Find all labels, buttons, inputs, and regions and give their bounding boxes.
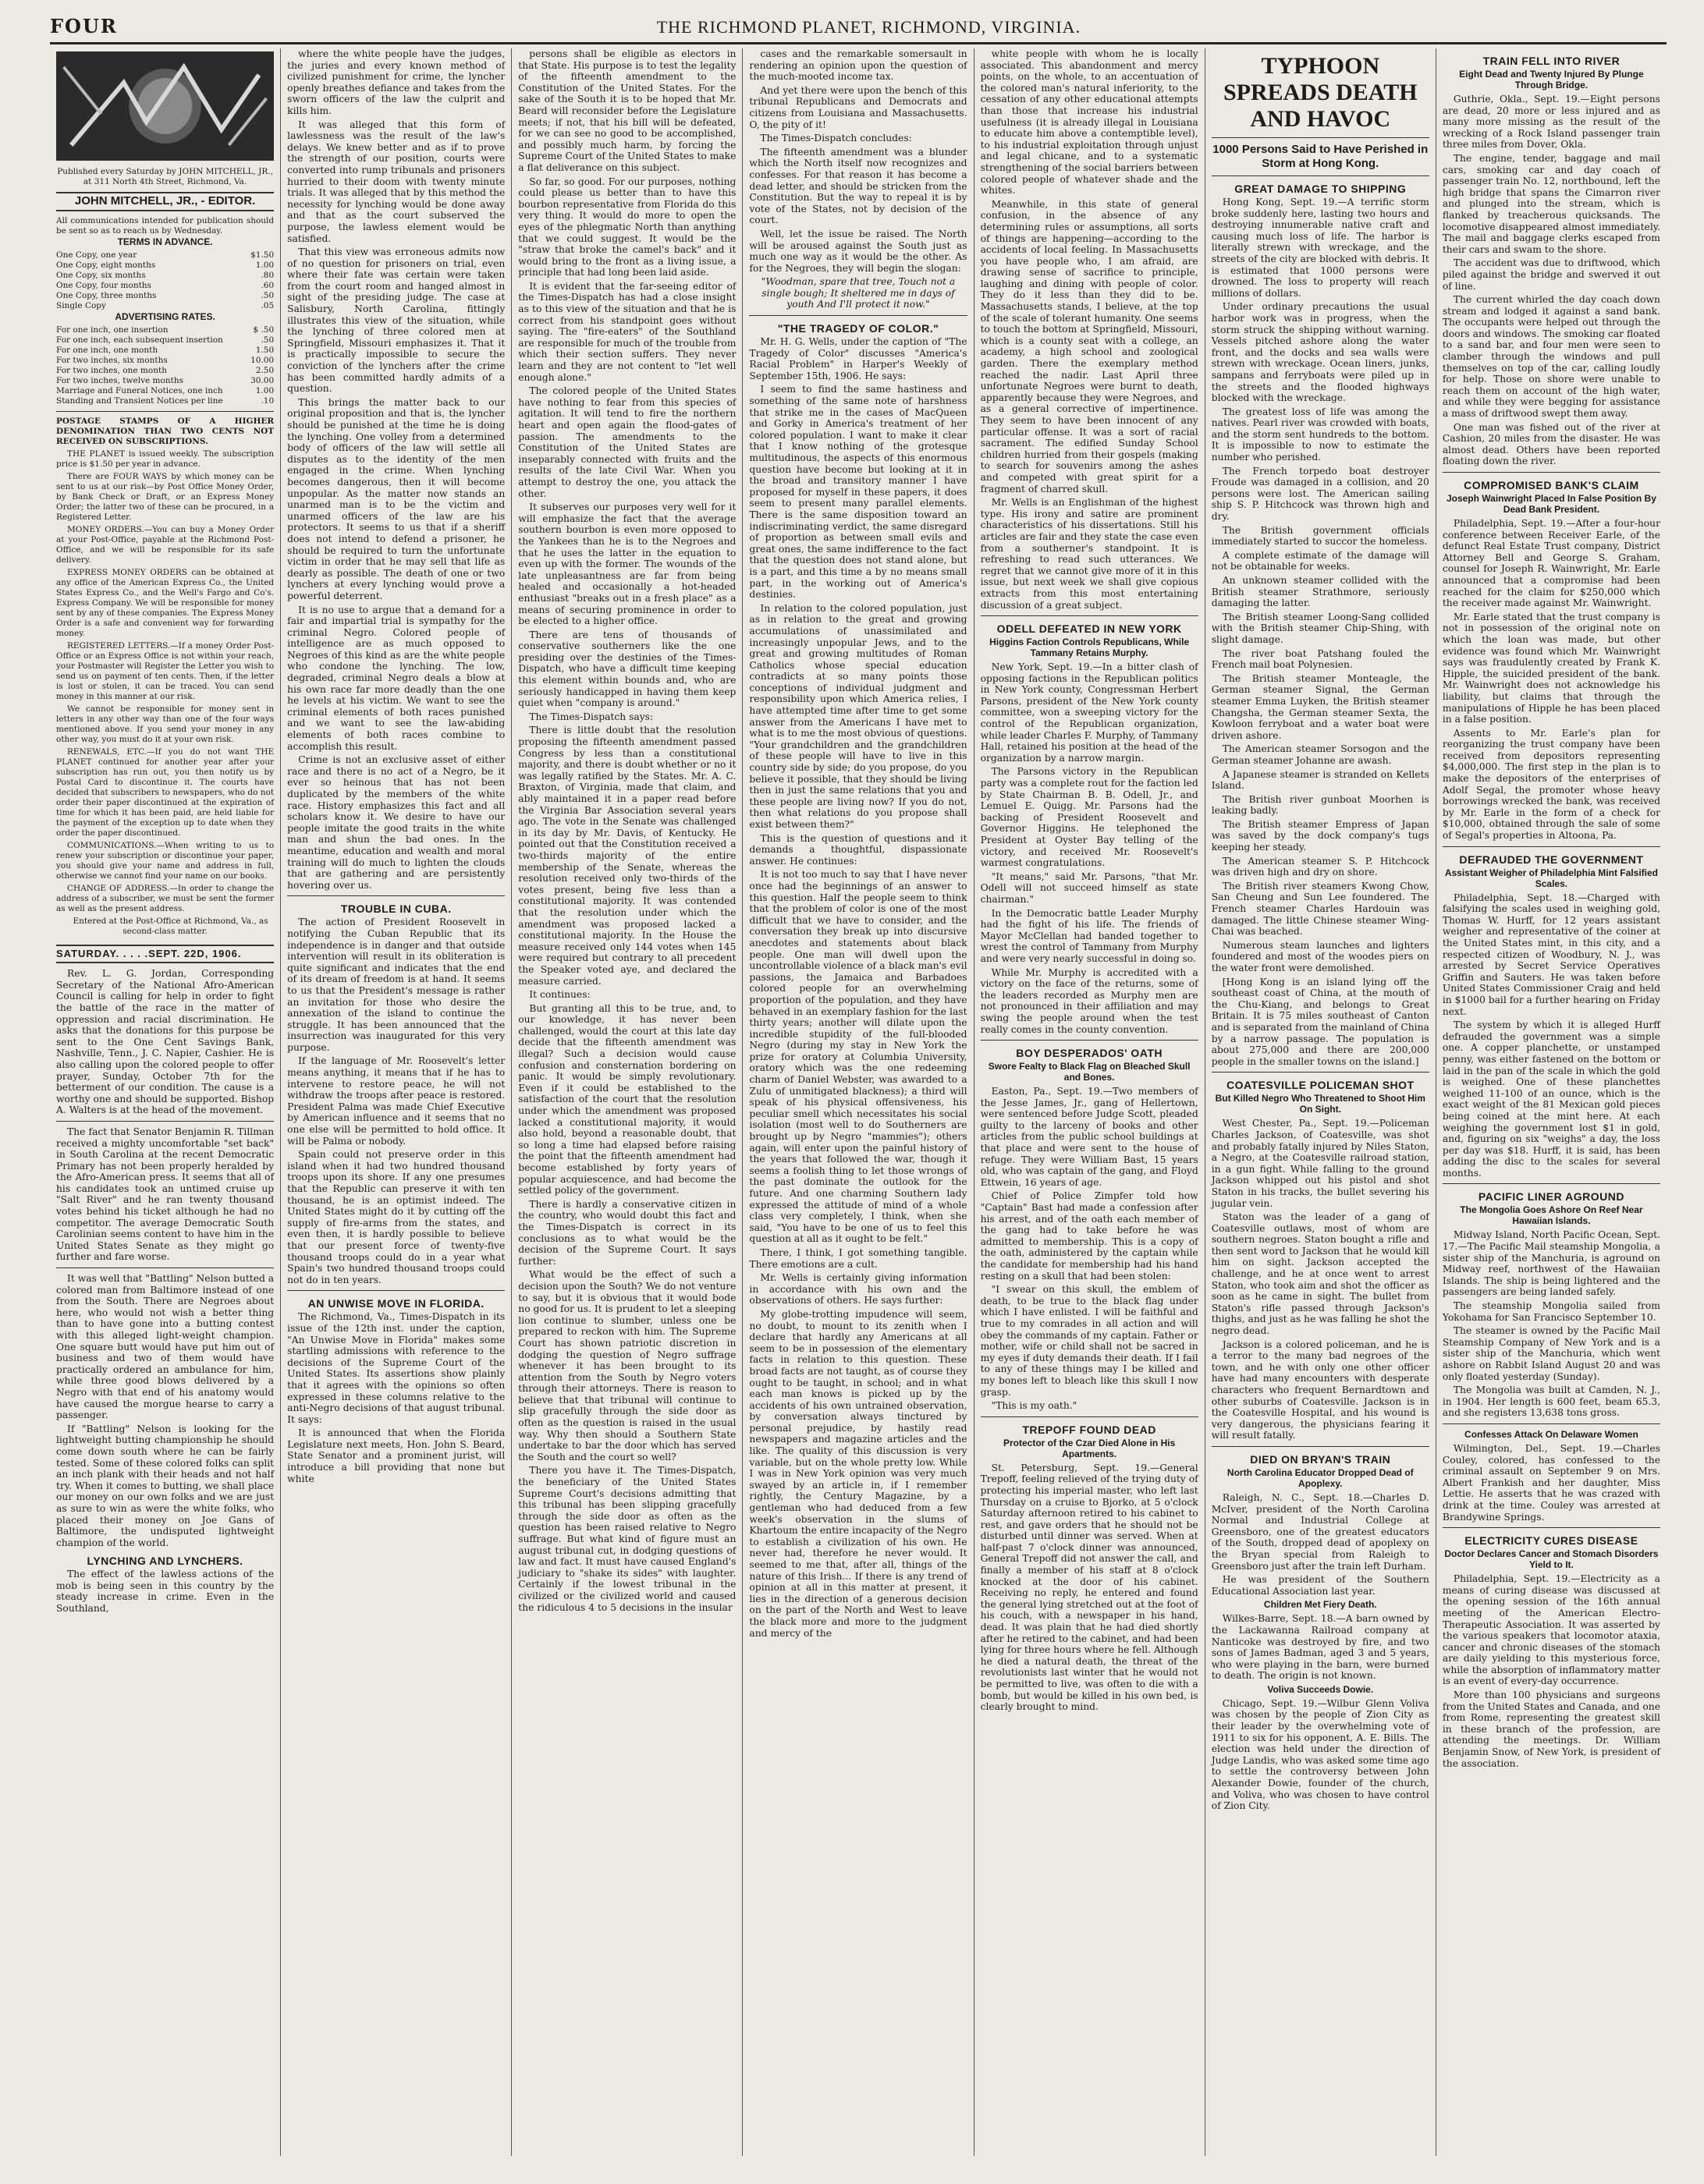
paragraph: "I swear on this skull, the emblem of death, to be true to the black flag under which I have enlisted. I will be faithful and true to my comrades in all action and will obey the commands of my captain. Father or mother, wife or child shall not be sacred in my eyes if duty demands their death. If I fail to any of these things may I be killed and my bones left to bleach like this skull I now grasp.	[980, 1284, 1198, 1398]
paragraph: Easton, Pa., Sept. 19.—Two members of the Jesse James, Jr., gang of Hellertown, were sentenced before Judge Scott, pleaded guilty to the larceny of books and other articles from the public school buildings at that place and were sent to the house of refuge. They were William Bast, 15 years old, who was captain of the gang, and Floyd Ettwein, 16 years of age.	[980, 1086, 1198, 1188]
paragraph: The British river gunboat Moorhen is leaking badly.	[1211, 793, 1429, 817]
headline: COATESVILLE POLICEMAN SHOT	[1226, 1079, 1415, 1092]
headline: TROUBLE IN CUBA.	[340, 902, 452, 916]
rate-row	[56, 271, 274, 281]
paragraph: where the white people have the judges, the juries and every known method of civilized punishment for crime, the lyncher openly breathes defiance and takes from the sworn officers of the law the culprit and kills him.	[287, 48, 506, 116]
paragraph: It was alleged that this form of lawlessness was the result of the law's delays. We knew better and as if to prove the strength of our position, courts were converted into rump tribunals and prisoners hurried to their doom with twenty minute trials. It was alleged that by this method the necessity for lynching would be done away and that as the court subserved the purpose, the lawless element would be satisfied.	[287, 119, 506, 244]
publisher-info: Published every Saturday by JOHN MITCHELL, JR., at 311 North 4th Street, Richmond, Va.	[57, 167, 273, 186]
rate-value: .05	[261, 300, 275, 310]
paragraph: The engine, tender, baggage and mail cars, smoking car and day coach of passenger train No. 12, northbound, left the high bridge that spans the Cimarron river and plunged into the stream, which is flanked by treacherous quicksands. The locomotive disappeared almost immediately. The mail and baggage clerks escaped from their cars and swam to the shore.	[1442, 152, 1660, 255]
rate-row	[56, 281, 274, 291]
stamps-notice: POSTAGE STAMPS OF A HIGHER DENOMINATION THAN TWO CENTS NOT RECEIVED ON SUBSCRIPTIONS.	[56, 416, 275, 446]
rate-row	[56, 261, 274, 271]
column-4	[743, 48, 974, 2156]
rate-value: .60	[261, 280, 275, 290]
rate-label: For two inches, one month	[56, 365, 167, 375]
paragraph: There you have it. The Times-Dispatch, the beneficiary of the United States Supreme Court's decisions admitting that this tribunal has been slipping gracefully through the side door as often as the question has been raised relative to Negro suffrage. But what kind of figure must an august tribunal cut, in dodging questions of law and fact. It must have caused England's judiciary to "shake its sides" with laughter. Certainly if the lowest tribunal in the civilized or the civilized world and caused the ridiculous 4 to 5 decisions in the insular	[518, 1465, 737, 1613]
rate-value: 2.50	[255, 365, 275, 375]
paragraph: A complete estimate of the damage will not be obtainable for weeks.	[1211, 549, 1429, 573]
paragraph: Well, let the issue be raised. The North will be aroused against the South just as much one way as it would be the other. As for the Negroes, they will begin the slogan:	[749, 228, 967, 274]
paragraph: RENEWALS, ETC.—If you do not want THE PLANET continued for another year after your subscription has run out, you then notify us by Postal Card to discontinue it. The courts have decided that subscribers to newspapers, who do not order their paper discontinued at the expiration of time for which it has been paid, are held liable for the payment of the exception up to date when they order the paper discontinued.	[56, 746, 275, 838]
rate-row	[56, 301, 274, 311]
rate-row	[56, 366, 274, 376]
subheadline: GREAT DAMAGE TO SHIPPING	[1234, 183, 1407, 195]
paragraph: If "Battling" Nelson is looking for the lightweight butting championship he should come down south where he can be fairly tested. Some of these colored folks can split an inch plank with their heads and not half try. When it comes to butting, we shall place our money on our own folks and we are just as sure to win as were the white folks, who placed their money on Joe Gans of Baltimore, the undisputed lightweight champion of the world.	[56, 1423, 275, 1548]
paragraph: We cannot be responsible for money sent in letters in any other way than one of the four ways mentioned above. If you send your money in any other way, you must do it at your own risk.	[56, 704, 275, 744]
rate-label: One Copy, one year	[56, 250, 137, 260]
paragraph: There are FOUR WAYS by which money can be sent to us at our risk—by Post Office Money Order, by Bank Check or Draft, or an Express Money Order; the latter two of these can be procured, in a Registered Letter.	[56, 471, 275, 522]
subheadline: 1000 Persons Said to Have Perished in Storm at Hong Kong.	[1212, 143, 1429, 170]
subheadline: Doctor Declares Cancer and Stomach Disorders Yield to It.	[1444, 1548, 1659, 1571]
paragraph: And yet there were upon the bench of this tribunal Republicans and Democrats and citizens from Louisiana and Massachusetts. O, the pity of it!	[749, 84, 967, 130]
paragraph: The Parsons victory in the Republican party was a complete rout for the faction led by State Chairman B. B. Odell, Jr., and Lemuel E. Quigg. Mr. Parsons had the backing of President Roosevelt and Governor Higgins. He telephoned the President at Oyster Bay telling of the victory, and received Mr. Roosevelt's warmest congratulations.	[980, 766, 1198, 869]
paragraph: In the Democratic battle Leader Murphy had the fight of his life. The friends of Mayor McClellan had banded together to wrest the control of Tammany from Murphy and were very nearly successful in doing so.	[980, 907, 1198, 964]
subheadline: Voliva Succeeds Dowie.	[1267, 1683, 1374, 1695]
paragraph: The Times-Dispatch says:	[529, 711, 654, 722]
paper-name: THE RICHMOND PLANET, RICHMOND, VIRGINIA.	[656, 17, 1081, 37]
dateline: SATURDAY. . . . .SEPT. 22D, 1906.	[56, 945, 274, 964]
paragraph: The British steamer Monteagle, the German steamer Signal, the German steamer Emma Luyken, the British steamer Changsha, the German steamer Sexta, the Kowloon ferryboat and a water boat were driven ashore.	[1211, 672, 1429, 741]
headline: PACIFIC LINER AGROUND	[1478, 1190, 1624, 1204]
paragraph: More than 100 physicians and surgeons from the United States and Canada, and one from Rome, representing the greatest skill in these branch of the profession, are attending the meetings. Dr. William Benjamin Snow, of New York, is president of the association.	[1442, 1689, 1660, 1769]
paragraph: The British steamer Loong-Sang collided with the British steamer Chip-Shing, with slight damage.	[1211, 611, 1429, 645]
rate-row	[56, 250, 274, 261]
column-6	[1205, 48, 1436, 2156]
paragraph: The effect of the lawless actions of the mob is being seen in this country by the steady increase in crime. Even in the Southland,	[56, 1569, 275, 1615]
paragraph: The greatest loss of life was among the natives. Pearl river was crowded with boats, and the storm sent hundreds to the bottom. It is impossible to now to estimate the number who perished.	[1211, 406, 1429, 463]
headline: "THE TRAGEDY OF COLOR."	[777, 322, 939, 335]
headline: DIED ON BRYAN'S TRAIN	[1250, 1452, 1391, 1466]
paragraph: CHANGE OF ADDRESS.—In order to change the address of a subscriber, we must be sent the former as well as the present address.	[56, 883, 275, 913]
paragraph: The American steamer S. P. Hitchcock was driven high and dry on shore.	[1211, 855, 1429, 878]
rate-value: .80	[261, 270, 275, 280]
paragraph: Numerous steam launches and lighters foundered and most of the woodes piers on the water front were demolished.	[1211, 939, 1429, 973]
planet-logo	[56, 51, 274, 161]
paragraph: The current whirled the day coach down stream and lodged it against a sand bank. The occupants were helped out through the doors and windows. The smoking car floated to a sand bar, and four men were seen to clamber through the windows and pull themselves on top of the car, calling loudly for help. Those on shore were unable to reach them on account of the high water, and while they were begging for assistance a mass of driftwood swept them away.	[1442, 294, 1660, 420]
rate-value: 10.00	[250, 355, 275, 365]
paragraph: That this view was erroneous admits now of no question for prisoners on trial, even where their fate was certain were taken from the court room and hanged almost in sight of the presiding judge. The case at Salisbury, North Carolina, fittingly illustrates this view of the situation, while the lynching of three colored men at Springfield, Missouri emphasizes it. That it is practically impossible to secure the conviction of the lynchers after the crime has been committed hardly admits of a question.	[287, 246, 506, 395]
paragraph: My globe-trotting impudence will seem, no doubt, to mount to its zenith when I declare that hardly any Americans at all seem to be in possession of the elementary facts in relation to this question. These broad facts are not taught, as of course they ought to be taught, in school; and in what each man knows is picked up by the accidents of his own untrained observation, by conversation always tinctured by personal prejudice, by hastily read newspapers and magazine articles and the like. The quality of this discussion is very variable, but on the whole pretty low. While I was in New York opinion was very much swayed by an article in, if I remember rightly, the Century Magazine, by a gentleman who had deduced from a few week's observation in the slums of Khartoum the entire incapacity of the Negro to establish a civilization of his own. He never had, therefore he never would. It seemed to me that, after all, things of the nature of this Irish... If there is any trend of opinion at all in this matter at present, it lies in the direction of a generous decision on the part of the North and West to leave the black more and more to the judgment and mercy of the	[749, 1308, 967, 1639]
subheadline: Children Met Fiery Death.	[1263, 1599, 1377, 1611]
headline: AN UNWISE MOVE IN FLORIDA.	[307, 1297, 485, 1310]
paragraph: Philadelphia, Sept. 18.—Charged with falsifying the scales used in weighing gold, Thomas W. Hurff, for 12 years assistant weigher and representative of the coiner at the United States mint, in this city, and a respected citizen of Woodbury, N. J., was arrested by Secret Service Operatives Griffin and Sauters. He was taken before United States Commissioner Craig and held in $1000 bail for a further hearing on Friday next.	[1442, 892, 1660, 1017]
paragraph: persons shall be eligible as electors in that State. His purpose is to test the legality of the fifteenth amendment to the Constitution of the United States. For the sake of the South it is to be hoped that Mr. Beard will reconsider before the Legislature meets; if not, that his bill will be defeated, for we can see no good to be accomplished, and possibly much harm, by forcing the Supreme Court of the United States to make a flat deliverance on this subject.	[518, 48, 737, 173]
rate-value: $ .50	[253, 324, 275, 335]
subheadline: Joseph Wainwright Placed In False Position By Dead Bank President.	[1446, 493, 1656, 515]
paragraph: The fact that Senator Benjamin R. Tillman received a mighty uncomfortable "set back" in South Carolina at the recent Democratic Primary has not been properly heralded by the Afro-American press. It seems that all of his candidates took an untimed cruise up "Salt River" and he ran twenty thousand votes behind his ticket although he had no competitor. The average Democratic South Carolinian seems content to have him in the United States Senate as they might go further and fare worse.	[56, 1126, 275, 1263]
paragraph: While Mr. Murphy is accredited with a victory on the face of the returns, some of the leaders recorded as Murphy men are not pronounced in their affiliation and may swing the people around when the test really comes in the county convention.	[980, 966, 1198, 1035]
paragraph: Chief of Police Zimpfer told how "Captain" Bast had made a confession after his arrest, and of the oath each member of the gang had to take before he was admitted to membership. This is a copy of the oath, administered by the captain while the candidate for membership had his hand resting on a skull that had been stolen:	[980, 1190, 1198, 1282]
paragraph: Mr. Earle stated that the trust company is not in possession of the original note on which the loan was made, but other evidence was found which Mr. Wainwright says was fraudulently created by Frank K. Hipple, the suicided president of the bank. Mr. Wainwright does not acknowledge his liability, but claims that through the manipulations of Hipple he has been placed in a false position.	[1442, 611, 1660, 725]
rate-label: Single Copy	[56, 300, 106, 310]
paragraph: Philadelphia, Sept. 19.—After a four-hour conference between Receiver Earle, of the defunct Real Estate Trust company, District Attorney Bell and George S. Graham, counsel for Joseph R. Wainwright, Mr. Earle announced that a compromise had been reached for the claim for $250,000 which the receiver made against Mr. Wainwright.	[1442, 518, 1660, 609]
headline: LYNCHING AND LYNCHERS.	[87, 1555, 243, 1568]
rate-label: For one inch, each subsequent insertion	[56, 335, 223, 345]
paragraph: [Hong Kong is an island lying off the southeast coast of China, at the mouth of the Chu-Kiang, and belongs to Great Britain. It is 75 miles southeast of Canton and is separated from the mainland of China by a narrow passage. The population is about 275,000 and there are 200,000 people in the smaller towns on the island.]	[1211, 976, 1429, 1067]
paragraph: The river boat Patshang fouled the French mail boat Polynesien.	[1211, 647, 1429, 671]
rate-label: One Copy, eight months	[56, 260, 156, 270]
paragraph: The steamer is owned by the Pacific Mail Steamship Company of New York and is a sister ship of the Manchuria, which went ashore on Rabbit Island August 20 and was only floated yesterday (Sunday).	[1442, 1325, 1660, 1382]
paragraph: There, I think, I got something tangible. There emotions are a cult.	[749, 1246, 967, 1270]
paragraph: The British river steamers Kwong Chow, San Cheung and Sun Lee foundered. The French steamer Charles Hardouin was damaged. The little Chinese steamer Wing-Chai was beached.	[1211, 880, 1429, 938]
rate-label: For one inch, one insertion	[56, 324, 169, 335]
rate-value: 1.50	[255, 345, 275, 355]
column-1	[50, 48, 281, 2156]
rate-row	[56, 376, 274, 386]
paragraph: Raleigh, N. C., Sept. 18.—Charles D. McIver, president of the North Carolina Normal and Industrial College at Greensboro, one of the greatest educators of the South, dropped dead of apoplexy on the Bryan special from Raleigh to Greensboro just after the train left Durham.	[1211, 1491, 1429, 1572]
paragraph: EXPRESS MONEY ORDERS can be obtained at any office of the American Express Co., the United States Express Co., and the Well's Fargo and Co's. Express Company. We will be responsible for money sent by any of these companies. The Express Money Order is a safe and convenient way for forwarding money.	[56, 567, 275, 638]
rate-row	[56, 396, 274, 406]
paragraph: Assents to Mr. Earle's plan for reorganizing the trust company have been received from depositors representing $4,000,000. The first step in the plan is to make the depositors of the enterprises of Adolf Segal, the promoter whose heavy borrowings wrecked the bank, was received by Mr. Earle in the form of a check for $10,000, obtained through the sale of some of Segal's properties in Altoona, Pa.	[1442, 727, 1660, 842]
paragraph: cases and the remarkable somersault in rendering an opinion upon the question of the much-mooted income tax.	[749, 48, 967, 83]
rate-value: 30.00	[250, 375, 275, 385]
paragraph: "This is my oath."	[991, 1400, 1077, 1412]
paragraph: Midway Island, North Pacific Ocean, Sept. 17.—The Pacific Mail steamship Mongolia, a sister ship of the Manchuria, is aground on Midway reef, northwest of the Hawaiian Islands. The ship is being lightered and the passengers are being landed safely.	[1442, 1229, 1660, 1298]
rate-label: One Copy, four months	[56, 280, 151, 290]
paragraph: The British government officials immediately started to succor the homeless.	[1211, 524, 1429, 548]
column-2	[281, 48, 512, 2156]
rate-value: .50	[261, 335, 275, 345]
subheadline: North Carolina Educator Dropped Dead of Apoplexy.	[1227, 1466, 1414, 1489]
notice: All communications intended for publication should be sent so as to reach us by Wednesday.	[56, 215, 275, 236]
paragraph: So far, so good. For our purposes, nothing could please us better than to have this bourbon representative from Florida do this very thing. It would do more to open the eyes of the phlegmatic North than anything that we could suggest. It would be the "straw that broke the camel's back" and it would bring to the front as a living issue, a principle that had long been laid aside.	[518, 176, 737, 278]
column-7	[1436, 48, 1667, 2156]
headline: TREPOFF FOUND DEAD	[1022, 1423, 1156, 1436]
paragraph: There are tens of thousands of conservative southerners like the one presiding over the destinies of the Times-Dispatch, who have a difficult time keeping this element within bounds and, who are seriously handicapped in having them keep quiet when "company is around."	[518, 629, 737, 709]
columns	[50, 48, 1667, 2156]
paragraph: Wilmington, Del., Sept. 19.—Charles Couley, colored, has confessed to the criminal assault on September 9 on Mrs. Albert Frankish and her daughter, Miss Lettie. He asserts that he was crazed with drink at the time. Couley was arrested at Brandywine Springs.	[1442, 1442, 1660, 1523]
paragraph: I seem to find the same hastiness and something of the same note of harshness that strike me in the cases of MacQueen and Gorky in America's treatment of her colored population. I want to make it clear that I know nothing of the grotesque multitudinous, the aspects of this enormous question have become but looking at it in the broad and transitory manner I have proposed for myself in these papers, it does seem to present many parallel elements. There is the same disposition toward an indiscriminating verdict, the same disregard of proportion as between small evils and great ones, the same indifference to the fact that the question does not stand alone, but is a part, and this time a by no means small part, in the working out of America's destinies.	[749, 384, 967, 601]
paragraph: COMMUNICATIONS.—When writing to us to renew your subscription or discontinue your paper, you should give your name and address in full, otherwise we cannot find your name on our books.	[56, 840, 275, 881]
rate-row	[56, 346, 274, 356]
paragraph: It is announced that when the Florida Legislature next meets, Hon. John S. Beard, State Senator and a prominent jurist, will introduce a bill providing that none but white	[287, 1427, 506, 1484]
paragraph: West Chester, Pa., Sept. 19.—Policeman Charles Jackson, of Coatesville, was shot and probably fatally injured by Niles Staton, a Negro, at the Coatesville railroad station, in a gun fight. While falling to the ground Jackson whipped out his pistol and shot Staton in his tracks, the bullet severing his jugular vein.	[1211, 1118, 1429, 1209]
paragraph: REGISTERED LETTERS.—If a money Order Post-Office or an Express Office is not within your reach, your Postmaster will Register the Letter you wish to send us on payment of ten cents. Then, if the letter is lost or stolen, it can be traced. You can send money in this manner at our risk.	[56, 640, 275, 701]
headline: ODELL DEFEATED IN NEW YORK	[996, 622, 1182, 636]
paragraph: It was well that "Battling" Nelson butted a colored man from Baltimore instead of one from the South. There are Negroes about here, who would not wish a better thing than to have gone into a butting contest with this alleged light-weight champion. One square butt would have put him out of business and two of them would have practically ordered an ambulance for him, while three good blows delivered by a Negro with that end of his anatomy would have caused the morgue hearse to carry a passenger.	[56, 1273, 275, 1421]
paragraph: MONEY ORDERS.—You can buy a Money Order at your Post-Office, payable at the Richmond Post-Office, and we will be responsible for its safe delivery.	[56, 524, 275, 565]
paragraph: Meanwhile, in this state of general confusion, in the absence of any determining rules or assumptions, all sorts of things are happening—according to the accidents of local feeling. In Massachusetts you have people who, I am afraid, are drawing sense of sacrifice to principle, laughing and dining with people of color. They do it less than they did to be. Massachusetts stands, I believe, at the top of the scale of tolerant humanity. One seems to touch the bottom at Springfield, Missouri, which is a county seat with a college, an academy, a high school and zoological garden. There the exemplary method reached the nadir. Last April three unfortunate Negroes were burnt to death, apparently because they were Negroes, and as a general corrective of impertinence. They seem to have been innocent of any particular offense. It was a sort of racial sacrament. The edified Sunday School children hurried from their gospels (making to search for souvenirs among the ashes and competed with great spirit for a fragment of charred skull.	[980, 198, 1198, 495]
paragraph: An unknown steamer collided with the British steamer Strathmore, seriously damaging the latter.	[1211, 575, 1429, 609]
paragraph: "It means," said Mr. Parsons, "that Mr. Odell will not succeed himself as state chairman."	[980, 870, 1198, 905]
paragraph: Spain could not preserve order in this island when it had two hundred thousand troops upon its shore. If any one presumes that the Republic can preserve it with ten thousand, he is an optimist indeed. The United States might do it by cutting off the supply of fire-arms from the states, and even then, it is hardly possible to believe that our present force of twenty-five thousand troops could do in a year what Spain's two hundred thousand troops could not do in ten years.	[287, 1149, 506, 1285]
paragraph: Mr. Wells is certainly giving information in accordance with his own and the observations of others. He says further:	[749, 1272, 967, 1306]
headline: COMPROMISED BANK'S CLAIM	[1464, 479, 1639, 491]
paragraph: Guthrie, Okla., Sept. 19.—Eight persons are dead, 20 more or less injured and as many more missing as the result of the wrecking of a Rock Island passenger train three miles from Dover, Okla.	[1442, 94, 1660, 151]
column-5	[974, 48, 1205, 2156]
rate-row	[56, 291, 274, 301]
poem: "Woodman, spare that tree, Touch not a single bough; It sheltered me in days of youth And I'll protect it now."	[761, 276, 956, 310]
paragraph: But granting all this to be true, and, to our knowledge, it has never been challenged, would the court at this late day decide that the fifteenth amendment was illegal? Such a decision would cause confusion and consternation bordering on panic. It would be simply revolutionary. Even if it could be established to the satisfaction of the court that the resolution under which the amendment was proposed lacked a constitutional majority, it would also hold, beyond a reasonable doubt, that so long a time had elapsed before raising the point that the fifteenth amendment had become established by forty years of popular acquiescence, and had become the settled policy of the government.	[518, 1002, 737, 1197]
subheadline: Higgins Faction Controls Republicans, While Tammany Retains Murphy.	[989, 636, 1190, 659]
paragraph: It continues:	[529, 989, 591, 1001]
subheadline: Eight Dead and Twenty Injured By Plunge Through Bridge.	[1459, 69, 1644, 90]
paragraph: The accident was due to driftwood, which piled against the bridge and swerved it out of line.	[1442, 257, 1660, 292]
paragraph: The French torpedo boat destroyer Froude was damaged in a collision, and 20 persons were lost. The American sailing ship S. P. Hitchcock was thrown high and dry.	[1211, 465, 1429, 523]
paragraph: Staton was the leader of a gang of Coatesville outlaws, most of whom are southern negroes. Staton bought a rifle and then sent word to Jackson that he would kill him on sight. Jackson accepted the challenge, and he at once went to arrest Staton, who took aim and shot the officer as soon as he came in sight. The bullet from Staton's rifle passed through Jackson's thighs, and just as he was falling he shot the negro dead.	[1211, 1211, 1429, 1337]
rate-label: For two inches, six months	[56, 355, 168, 365]
rate-label: For one inch, one month	[56, 345, 158, 355]
rate-value: .50	[261, 290, 275, 300]
adv-table	[56, 325, 274, 406]
paragraph: St. Petersburg, Sept. 19.—General Trepoff, feeling relieved of the trying duty of protecting his imperial master, who left last Thursday on a cruise to Bjorko, at 5 o'clock Saturday afternoon retired to his cabinet to rest, and gave orders that he should not be disturbed until dinner was served. When at half-past 7 o'clock dinner was announced, General Trepoff did not answer the call, and finally a member of his staff at 8 o'clock knocked at the door of his cabinet. Receiving no reply, he entered and found the general lying stretched out at the foot of his couch, with a newspaper in his hand, dead. It was plain that he had died shortly after he retired to the cabinet, and had been lying for three hours where he fell. Although he died a natural death, the threat of the revolutionists last winter that he would not be permitted to live, was often to die with a bomb, but would be killed in his own bed, is clearly brought to mind.	[980, 1462, 1198, 1713]
adv-title: ADVERTISING RATES.	[115, 310, 215, 322]
paragraph: It is not too much to say that I have never once had the beginnings of an answer to this question. Half the people seem to think that the problem of color is one of the most difficult that we have to consider, and the conversation they break up into discursive anecdotes and statements about black people. One man will dwell upon the uncontrollable violence of a black man's evil passions, the Jamaica and Barbadoes colored people for an overwhelming proportion of the population, and they have behaved in an exemplary fashion for the last thirty years; another will dilate upon the incredible stupidity of the full-blooded Negro (during my stay in New York the prize for oratory at Columbia University, oratory which was the one redeeming charm of Daniel Webster, was awarded to a Zulu of unmitigated blackness); a third will speak of his physical offensiveness, his peculiar smell which necessitates his social isolation (most well to do Southerners are brought up by Negro "mammies"); others again, will enter upon the painful history of the years that followed the war, though it seems a foolish thing to let those wrongs of the past dominate the outlook for the future. And one charming Southern lady expressed the attitude of mind of a whole class very completely, I think, when she said, "You have to be one of us to feel this question at all as it ought to be felt."	[749, 869, 967, 1245]
paragraph: It subserves our purposes very well for it will emphasize the fact that the average southern bourbon is even more opposed to the Yankees than he is to the Negroes and that he uses the latter in the equation to even up with the former. The wounds of the late unpleasantness are far from being healed and occasionally a hot-headed enthusiast "breaks out in a fresh place" as a means of securing prominence in order to be elected to a higher office.	[518, 502, 737, 627]
paragraph: There is hardly a conservative citizen in the country, who would doubt this fact and the Times-Dispatch is correct in its conclusions as to what would be the decision of the Supreme Court. It says further:	[518, 1198, 737, 1267]
paragraph: Mr. Wells is an Englishman of the highest type. His irony and satire are prominent characteristics of his dissertations. Still his articles are fair and they state the case even from a southerner's standpoint. It is refreshing to read such utterances. We regret that we cannot give more of it in this issue, but next week we shall give copious extracts from this most entertaining discussion of a great subject.	[980, 497, 1198, 611]
editor-line: JOHN MITCHELL, JR., - EDITOR.	[56, 192, 274, 211]
subheadline: Assistant Weigher of Philadelphia Mint Falsified Scales.	[1444, 867, 1658, 889]
paragraph: If the language of Mr. Roosevelt's letter means anything, it means that if he has to intervene to restore peace, he will not withdraw the troops after peace is restored. President Palma was made Chief Executive by American influence and it seems that no one else will be permitted to hold office. It will be Palma or nobody.	[287, 1055, 506, 1147]
paragraph: Chicago, Sept. 19.—Wilbur Glenn Voliva was chosen by the people of Zion City as their leader by the overwhelming vote of 1911 to six for his opponent, A. E. Bills. The election was held under the direction of Judge Landis, who was asked some time ago to settle the controversy between John Alexander Dowie, founder of the church, and Voliva, who was chosen to have control of Zion City.	[1211, 1697, 1429, 1812]
paragraph: The colored people of the United States have nothing to fear from this species of agitation. It will tend to fire the northern heart and open again the flood-gates of passion. The amendments to the Constitution of the United States are inseparably connected with fruits and the results of the late Civil War. When you attempt to destroy the one, you attack the other.	[518, 385, 737, 499]
paragraph: It is no use to argue that a demand for a fair and impartial trial is sympathy for the criminal Negro. Colored people of intelligence are as much opposed to Negroes of this kind as are the white people who condone the lynching. The low, degraded, criminal Negro deals a blow at his own race far more deadly than the one he levels at his victim. We want to see the criminal elements of both races punished and we want to see the law-abiding elements of both races combine to accomplish this result.	[287, 604, 506, 752]
paragraph: What would be the effect of such a decision upon the South? We do not venture to say, but it is obvious that it would bode no good for us. It is prudent to let a sleeping lion continue to slumber, unless one be prepared to reckon with him. The Supreme Court has shown patriotic discretion in dodging the question of Negro suffrage whenever it has been brought to its attention from the South by Negro voters through their attorneys. There is reason to believe that that tribunal will continue to slip gracefully through the side door as often as the question is raised in the usual way. Why then should a Southern State undertake to bar the door which has served the South and the court so well?	[518, 1269, 737, 1462]
rate-label: Marriage and Funeral Notices, one inch	[56, 385, 223, 395]
headline: TRAIN FELL INTO RIVER	[1482, 55, 1621, 67]
paragraph: The Mongolia was built at Camden, N. J., in 1904. Her length is 600 feet, beam 65.3, and she registers 13,638 tons gross.	[1442, 1384, 1660, 1419]
paragraph: Under ordinary precautions the usual harbor work was in progress, when the storm struck the shipping without warning. Vessels pitched ashore along the water front, and the docks and sea walls were strewn with wreckage. Ocean liners, junks, sampans and ferryboats were piled up in the streets and the flooded highways blocked with the wreckage.	[1211, 301, 1429, 404]
paragraph: The British steamer Empress of Japan was saved by the dock company's tugs keeping her steady.	[1211, 818, 1429, 853]
rate-label: One Copy, three months	[56, 290, 157, 300]
paragraph: Mr. H. G. Wells, under the caption of "The Tragedy of Color" discusses "America's Racial Problem" in Harper's Weekly of September 15th, 1906. He says:	[749, 336, 967, 381]
rate-row	[56, 356, 274, 366]
paragraph: Crime is not an exclusive asset of either race and there is no act of a Negro, be it ever so heinous that has not been duplicated by the members of the white race. History emphasizes this fact and all scholars know it. We desire to have our people imitate the good traits in the white man and shun the bad ones. In the meantime, education and wealth and moral training will do much to lighten the clouds that are gathering and are persistently hovering over us.	[287, 754, 506, 891]
paragraph: Hong Kong, Sept. 19.—A terrific storm broke suddenly here, lasting two hours and destroying innumerable native craft and causing much loss of life. The harbor is literally strewn with wreckage, and the streets of the city are blocked with debris. It is estimated that 1000 persons were drowned. The loss to property will reach millions of dollars.	[1211, 197, 1429, 299]
paragraph: Wilkes-Barre, Sept. 18.—A barn owned by the Lackawanna Railroad company at Nanticoke was destroyed by fire, and two sons of James Badman, aged 3 and 5 years, who were playing in the barn, were burned to death. The origin is not known.	[1211, 1613, 1429, 1682]
paragraph: Jackson is a colored policeman, and he is a terror to the many bad negroes of the town, and he with only one other officer have had many encounters with desperate characters who frequent Bernardtown and other suburbs of Coatesville. Jackson is in the Coatesville Hospital, and his wound is very dangerous, the physicians fearing it will result fatally.	[1211, 1338, 1429, 1441]
paragraph: It is evident that the far-seeing editor of the Times-Dispatch has had a close insight as to this view of the situation and that he is correct from his standpoint goes without saying. The "fire-eaters" of the Southland are responsible for much of the trouble from which their section suffers. They never learn and they are not content to "let well enough alone."	[518, 280, 737, 383]
paragraph: In relation to the colored population, just as in relation to the great and growing accumulations of unassimilated and increasingly unpopular Jews, and to the great and growing multitudes of Roman Catholics whose special education contradicts at so many points those conceptions of individual judgment and responsibility upon which America relies, I have attempted time after time to get some answer from the Americans I have met to what is to me the most obvious of questions. "Your grandchildren and the grandchildren of these people will have to live in this country side by side; do you propose, do you believe it possible, that they should be living then in just the same relations that you and these people are living now? If you do not, then what relations do you propose shall exist between them?"	[749, 602, 967, 830]
paragraph: New York, Sept. 19.—In a bitter clash of opposing factions in the Republican politics in New York county, Congressman Herbert Parsons, president of the New York county committee, won a sweeping victory for the control of the Republican organization, while leader Charles F. Murphy, of Tammany Hall, retained his position at the head of the organization by a narrow margin.	[980, 661, 1198, 764]
column-3	[512, 48, 743, 2156]
paragraph: The Times-Dispatch concludes:	[760, 133, 912, 144]
rate-row	[56, 386, 274, 396]
paragraph: He was president of the Southern Educational Association last year.	[1211, 1574, 1429, 1597]
headline: ELECTRICITY CURES DISEASE	[1464, 1534, 1638, 1548]
entered-notice: Entered at the Post-Office at Richmond, Va., as second-class matter.	[73, 916, 268, 936]
paragraph: This is the question of questions and it demands a thoughtful, dispassionate answer. He continues:	[749, 832, 967, 867]
rate-row	[56, 325, 274, 335]
rate-label: One Copy, six months	[56, 270, 146, 280]
paragraph: There is little doubt that the resolution proposing the fifteenth amendment passed Congress by less than a constitutional majority, and there is doubt whether or no it was legally ratified by the States. Mr. A. C. Braxton, of Virginia, made that claim, and ably maintained it in a paper read before the Virginia Bar Association several years ago. The vote in the Senate was challenged in its day by Mr. Davis, of Kentucky. He pointed out that the Constitution received a two-thirds majority of the entire membership of the Senate, whereas the resolution received only two-thirds of the votes present, being five less than a constitutional majority. It was contended that the resolution under which the amendment was proposed lacked a constitutional majority. In the House the measure received only 144 votes when 145 were required but contrary to all precedent the Speaker voted aye, and declared the measure carried.	[518, 725, 737, 987]
paragraph: The system by which it is alleged Hurff defrauded the government was a simple one. A copper planchette, or unstamped penny, was either fastened on the bottom or laid in the pan of the scale in which the gold is weighed. One of these planchettes weighed 11-100 of an ounce, which is the exact weight of the 81 Mexican gold pieces being coined at the mint here. At each weighing the government lost $1 in gold, and, figuring on six "weighs" a day, the loss per day was $18. Hurff, it is said, has been adding the disc to the scales for several months.	[1442, 1019, 1660, 1179]
subheadline: Swore Fealty to Black Flag on Bleached Skull and Bones.	[988, 1061, 1191, 1083]
paragraph: The American steamer Sorsogon and the German steamer Johanne are awash.	[1211, 743, 1429, 766]
planet-logo-icon	[56, 51, 274, 161]
subheadline: Protector of the Czar Died Alone in His Apartments.	[1003, 1437, 1176, 1459]
terms-title: TERMS IN ADVANCE.	[117, 236, 213, 247]
paragraph: The steamship Mongolia sailed from Yokohama for San Francisco September 10.	[1442, 1300, 1660, 1323]
rate-label: Standing and Transient Notices per line	[56, 395, 223, 406]
rate-label: For two inches, twelve months	[56, 375, 183, 385]
terms-table	[56, 250, 274, 311]
paragraph: The Richmond, Va., Times-Dispatch in its issue of the 12th inst. under the caption, "An Unwise Move in Florida" makes some startling admissions with reference to the decisions of the Supreme Court of the United States. Its assertions show plainly that it agrees with the opinions so often expressed in these columns relative to the anti-Negro decisions of that august tribunal. It says:	[287, 1311, 506, 1425]
rate-value: 1.00	[255, 385, 275, 395]
headline: DEFRAUDED THE GOVERNMENT	[1459, 853, 1644, 866]
paragraph: One man was fished out of the river at Cashion, 20 miles from the disaster. He was almost dead. Others have been reported floating down the river.	[1442, 421, 1660, 467]
rate-value: .10	[261, 395, 275, 406]
paragraph: A Japanese steamer is stranded on Kellets Island.	[1211, 768, 1429, 792]
rate-value: 1.00	[255, 260, 275, 270]
headline: BOY DESPERADOS' OATH	[1016, 1047, 1163, 1060]
paragraph: white people with whom he is locally associated. This abandonment and mercy points, on the whole, to an accentuation of the colored man's natural inferiority, to the cessation of any other educational attempts than those that increase his industrial usefulness (it is already illegal in Louisiana to educate him above a contemptible level), to his industrial exploitation through unjust and legal chicane, and to a systematic strengthening of the social barriers between colored people of whatever shade and the whites.	[980, 48, 1198, 197]
rate-value: $1.50	[250, 250, 275, 260]
subheadline: The Mongolia Goes Ashore On Reef Near Hawaiian Islands.	[1460, 1204, 1643, 1227]
rate-row	[56, 335, 274, 346]
page-number: FOUR	[50, 15, 118, 37]
paragraph: This brings the matter back to our original proposition and that is, the lyncher should be punished at the time he is doing the lynching. One volley from a determined body of officers of the law will settle all disputes as to the identity of the men engaged in the crime. When lynching becomes dangerous, then it will become unpopular. As the matter now stands an unarmed man is to be the victim and unarmed officers of the law are his protectors. It seems to us that if a sheriff does not intend to defend a prisoner, he should be required to turn the unfortunate victim in order that he may sell that life as dearly as possible. The death of one or two lynchers at every lynching would prove a powerful deterrent.	[287, 396, 506, 601]
paragraph: The action of President Roosevelt in notifying the Cuban Republic that its independence is in danger and that outside intervention will result in its obliteration is quite significant and indicates that the end of its dream of freedom is at hand. It seems to us that the President's message is rather an invitation for those who desire the annexation of the island to continue the struggle. It has been announced that the insurrection was inaugurated for this very purpose.	[287, 916, 506, 1053]
masthead	[50, 8, 1667, 44]
paragraph: Rev. L. G. Jordan, Corresponding Secretary of the National Afro-American Council is calling for help in order to fight the battle of the race in the matter of oppression and racial discrimination. He asks that the donations for this purpose be sent to the One Cent Savings Bank, Nashville, Tenn., J. C. Napier, Cashier. He is also calling upon the colored people to offer prayer, Sunday, October 7th for the betterment of our condition. The cause is a worthy one and should be supported. Bishop A. Walters is at the head of the movement.	[56, 968, 275, 1116]
paragraph: THE PLANET is issued weekly. The subscription price is $1.50 per year in advance.	[56, 448, 275, 469]
paragraph: Philadelphia, Sept. 19.—Electricity as a means of curing disease was discussed at the opening session of the 16th annual meeting of the American Electro-Therapeutic Association. It was asserted by the various speakers that locomotor ataxia, cancer and chronic diseases of the stomach are daily yielding to this mysterious force, while the absorption of inflammatory matter is an event of every-day occurrence.	[1442, 1573, 1660, 1687]
subheadline: Confesses Attack On Delaware Women	[1464, 1428, 1638, 1440]
subheadline: But Killed Negro Who Threatened to Shoot Him On Sight.	[1215, 1093, 1425, 1115]
main-headline: TYPHOON SPREADS DEATH AND HAVOC	[1223, 53, 1418, 132]
paragraph: The fifteenth amendment was a blunder which the North itself now recognizes and confesses. For that reason it has become a dead letter, and should be stricken from the Constitution. But the way to repeal it is by vote of the States, not by decision of the court.	[749, 146, 967, 226]
